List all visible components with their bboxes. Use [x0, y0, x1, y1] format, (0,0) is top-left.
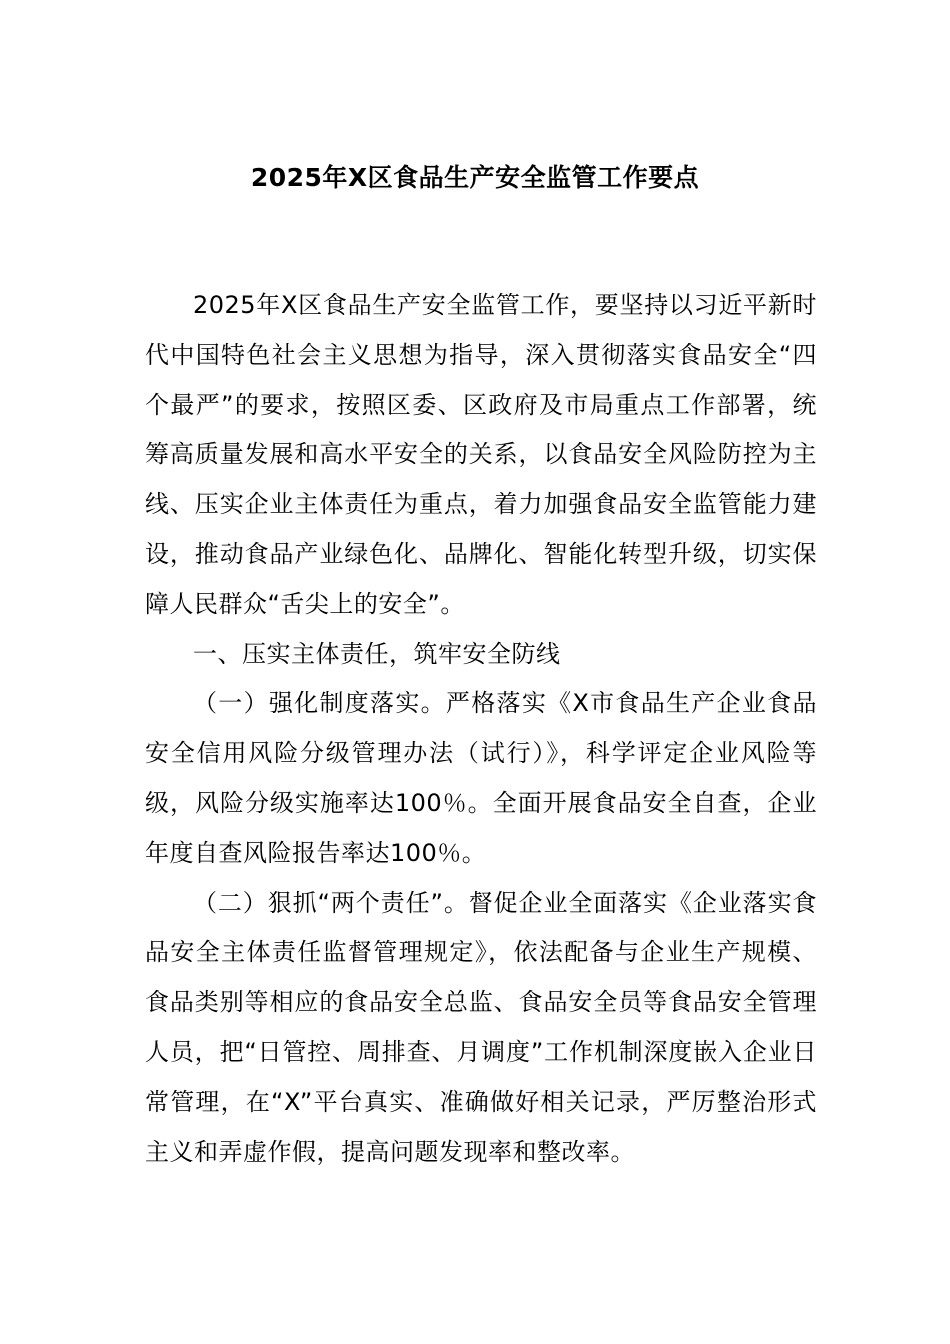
- document-body: [145, 281, 817, 1177]
- section-heading: 一、压实主体责任，筑牢安全防线: [193, 639, 561, 668]
- document-title: 2025年X区食品生产安全监管工作要点: [250, 163, 700, 192]
- item-paragraph-2: （二）狠抓“两个责任”。督促企业全面落实《企业落实食品安全主体责任监督管理规定》，依法配备与企业生产规模、食品类别等相应的食品安全总监、食品安全员等食品安全管理人员，把“日管控、周排查、月调度”工作机制深度嵌入企业日常管理，在“X”平台真实、准确做好相关记录，严厉整治形式主义和弄虚作假，提高问题发现率和整改率。: [145, 888, 817, 1166]
- item-paragraph-1: （一）强化制度落实。严格落实《X市食品生产企业食品安全信用风险分级管理办法（试行）》，科学评定企业风险等级，风险分级实施率达100％。全面开展食品安全自查，企业年度自查风险报告率达100％。: [145, 689, 817, 867]
- intro-paragraph: 2025年X区食品生产安全监管工作，要坚持以习近平新时代中国特色社会主义思想为指导，深入贯彻落实食品安全“四个最严”的要求，按照区委、区政府及市局重点工作部署，统筹高质量发展和高水平安全的关系，以食品安全风险防控为主线、压实企业主体责任为重点，着力加强食品安全监管能力建设，推动食品产业绿色化、品牌化、智能化转型升级，切实保障人民群众“舌尖上的安全”。: [145, 291, 817, 618]
